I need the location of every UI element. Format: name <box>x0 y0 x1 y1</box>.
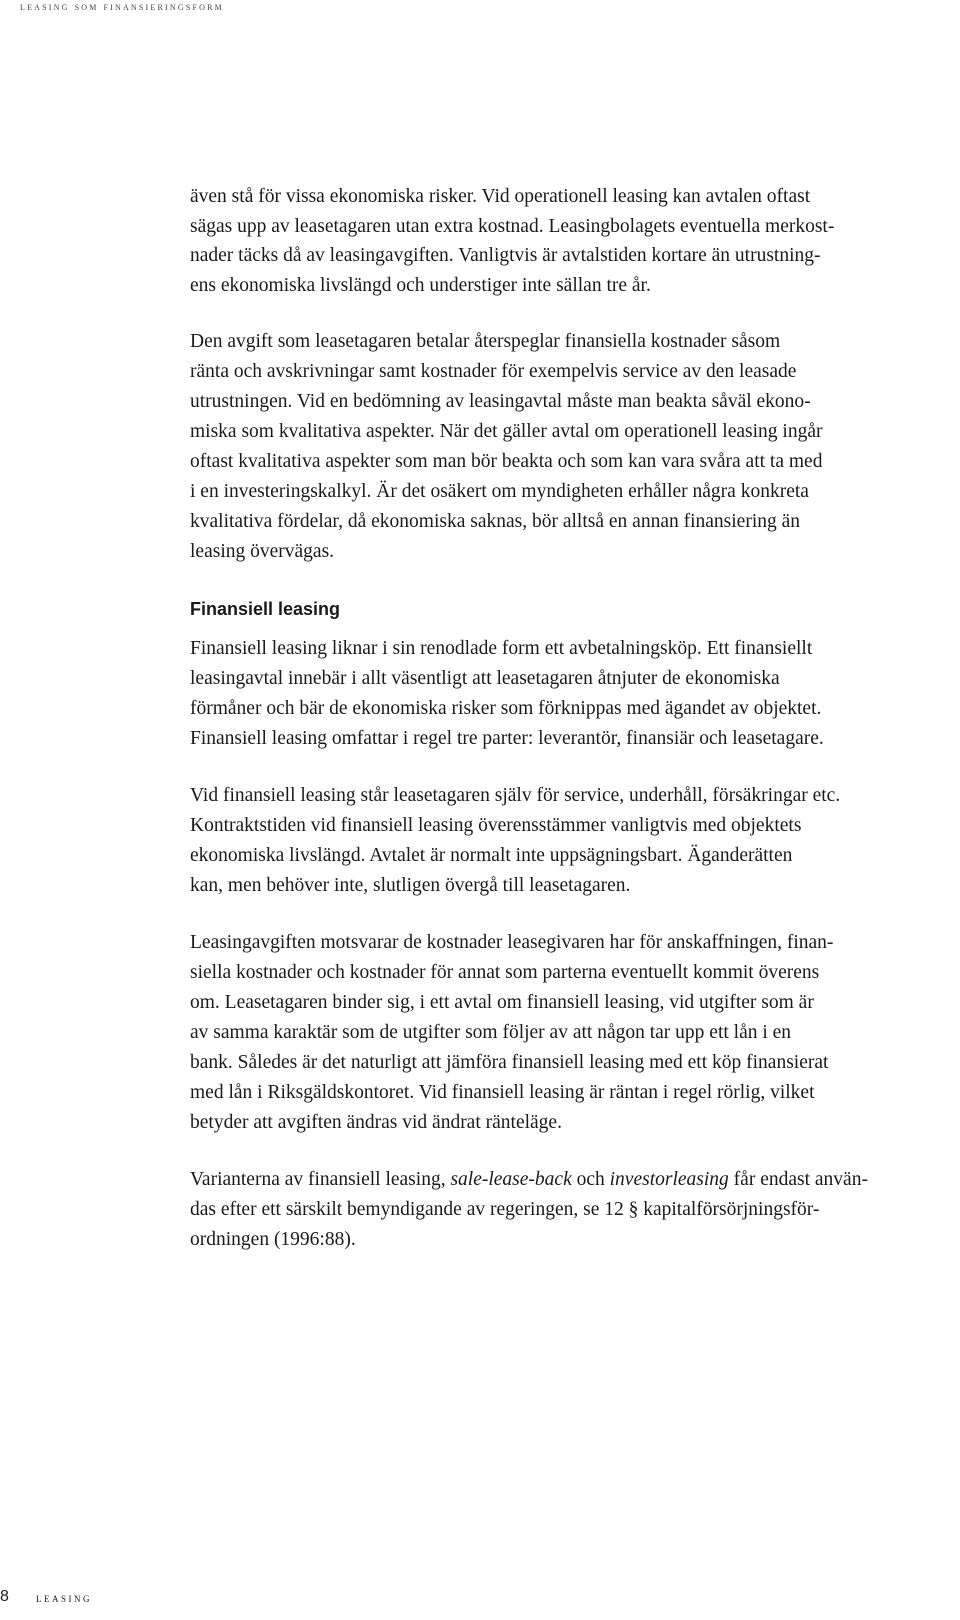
text-line: kan, men behöver inte, slutligen övergå till leasetagaren. <box>190 875 631 896</box>
text-line: miska som kvalitativa aspekter. När det gäller avtal om operationell leasing ingår <box>190 421 823 442</box>
paragraph-lessee-responsibilities <box>190 781 935 901</box>
text-line: das efter ett särskilt bemyndigande av regeringen, se 12 § kapitalförsörjningsför- <box>190 1199 820 1220</box>
text-line: ekonomiska livslängd. Avtalet är normalt inte uppsägningsbart. Äganderätten <box>190 845 793 866</box>
text-segment: Varianterna av finansiell leasing, <box>190 1169 451 1190</box>
text-segment: får endast använ- <box>728 1169 868 1190</box>
text-line: leasingavtal innebär i allt väsentligt att leasetagaren åtnjuter de ekonomiska <box>190 668 780 689</box>
page-body <box>190 182 935 1255</box>
text-segment: och <box>571 1169 610 1190</box>
text-line: nader täcks då av leasingavgiften. Vanligtvis är avtalstiden kortare än utrustning- <box>190 245 821 266</box>
paragraph-operational-leasing-cont <box>190 182 935 300</box>
page-number: 8 <box>0 1588 9 1605</box>
page-footer <box>0 1585 200 1615</box>
text-line: leasing övervägas. <box>190 541 335 562</box>
text-line: ordningen (1996:88). <box>190 1229 356 1250</box>
text-line: betyder att avgiften ändras vid ändrat ränteläge. <box>190 1112 562 1133</box>
running-header: leasing som finansieringsform <box>20 1 224 13</box>
paragraph-leasing-variants <box>190 1165 935 1255</box>
text-line: siella kostnader och kostnader för annat som parterna eventuellt kommit överens <box>190 962 820 983</box>
footer-running-title: leasing <box>36 1590 92 1605</box>
text-line: Finansiell leasing omfattar i regel tre parter: leverantör, finansiär och leasetagare. <box>190 728 824 749</box>
text-line: Leasingavgiften motsvarar de kostnader leasegivaren har för anskaffningen, finan- <box>190 932 834 953</box>
text-line: av samma karaktär som de utgifter som följer av att någon tar upp ett lån i en <box>190 1022 792 1043</box>
text-line: kvalitativa fördelar, då ekonomiska saknas, bör alltså en annan finansiering än <box>190 511 801 532</box>
text-line: Den avgift som leasetagaren betalar återspeglar finansiella kostnader såsom <box>190 331 781 352</box>
text-line: ränta och avskrivningar samt kostnader för exempelvis service av den leasade <box>190 361 797 382</box>
text-line: utrustningen. Vid en bedömning av leasingavtal måste man beakta såväl ekono- <box>190 391 811 412</box>
emphasis-sale-lease-back: sale-lease-back <box>450 1169 572 1190</box>
text-line: Vid finansiell leasing står leasetagaren själv för service, underhåll, försäkringar etc. <box>190 785 841 806</box>
paragraph-financial-leasing-intro <box>190 634 935 754</box>
emphasis-investorleasing: investorleasing <box>609 1169 729 1190</box>
paragraph-fee-reflects-costs <box>190 327 935 567</box>
text-line: i en investeringskalkyl. Är det osäkert om myndigheten erhåller några konkreta <box>190 481 809 502</box>
paragraph-leasing-fee <box>190 928 935 1138</box>
text-line: bank. Således är det naturligt att jämföra finansiell leasing med ett köp finansierat <box>190 1052 829 1073</box>
text-line: Kontraktstiden vid finansiell leasing överensstämmer vanligtvis med objektets <box>190 815 802 836</box>
text-line: med lån i Riksgäldskontoret. Vid finansiell leasing är räntan i regel rörlig, vilket <box>190 1082 815 1103</box>
text-line: förmåner och bär de ekonomiska risker som förknippas med ägandet av objektet. <box>190 698 822 719</box>
text-line: även stå för vissa ekonomiska risker. Vid operationell leasing kan avtalen oftast <box>190 186 811 207</box>
text-line: ens ekonomiska livslängd och understiger inte sällan tre år. <box>190 274 651 296</box>
text-line: om. Leasetagaren binder sig, i ett avtal om finansiell leasing, vid utgifter som är <box>190 992 814 1013</box>
section-heading-finansiell-leasing: Finansiell leasing <box>190 599 341 619</box>
text-line: sägas upp av leasetagaren utan extra kostnad. Leasingbolagets eventuella merkost- <box>190 215 835 237</box>
text-line <box>190 1165 935 1195</box>
text-line: Finansiell leasing liknar i sin renodlade form ett avbetalningsköp. Ett finansiellt <box>190 638 813 659</box>
text-line: oftast kvalitativa aspekter som man bör beakta och som kan vara svåra att ta med <box>190 451 823 472</box>
